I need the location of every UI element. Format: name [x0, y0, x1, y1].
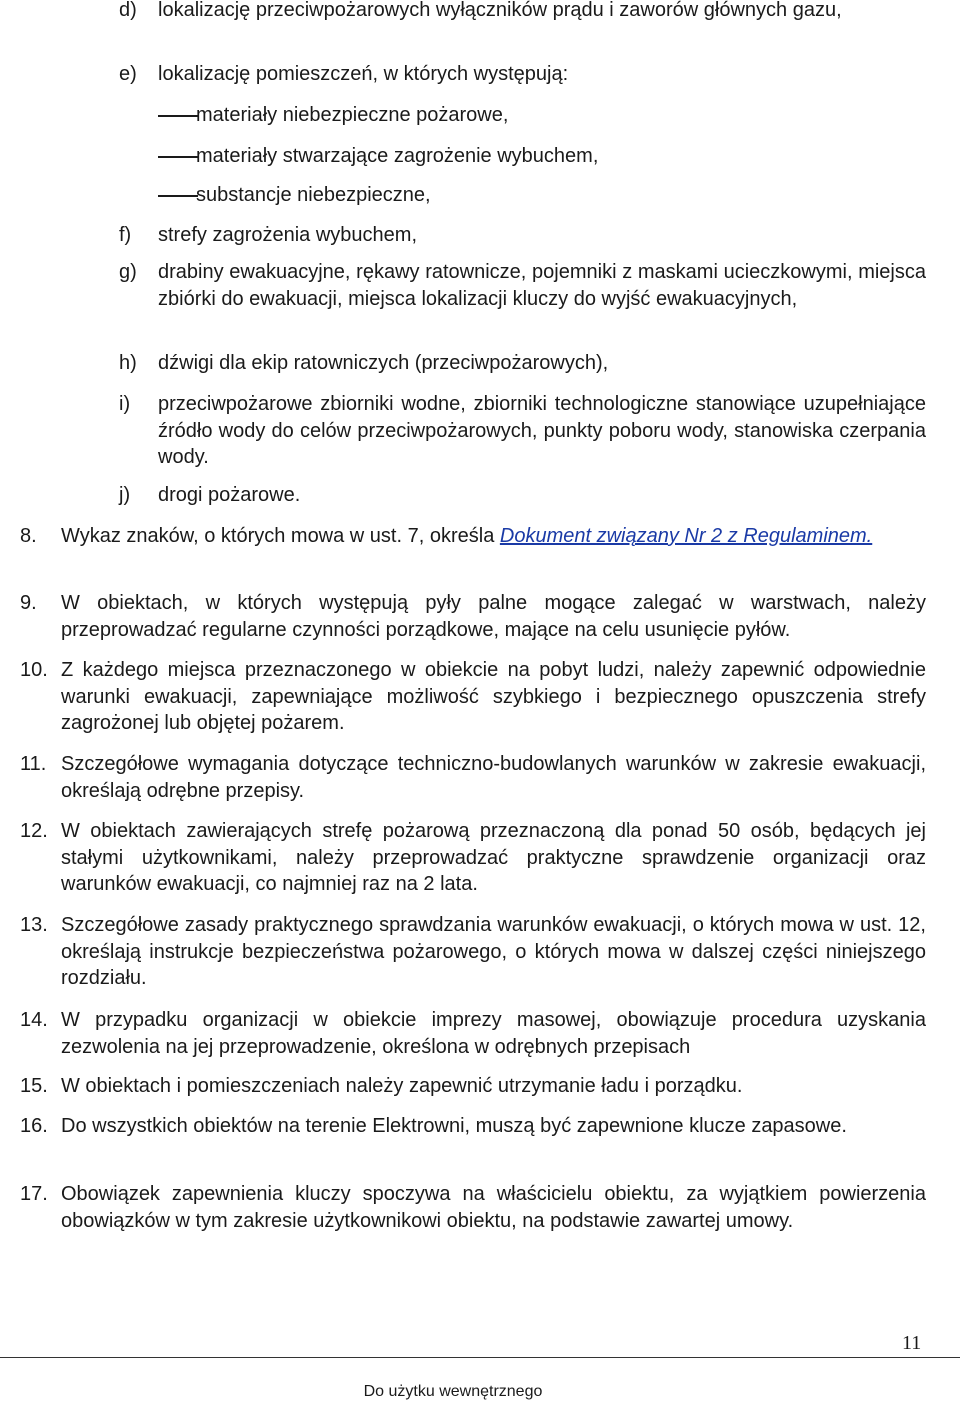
dash-bullet: [158, 195, 198, 197]
footer-divider: [0, 1357, 960, 1358]
list-item-h: dźwigi dla ekip ratowniczych (przeciwpożarowych),: [158, 352, 609, 374]
point-text: W obiektach, w których występują pyły palne mogące zalegać w warstwach, należy przeprowadzać regularne czynności porządkowe, mające na celu usunięcie pyłów.: [61, 592, 926, 641]
point-number: 12.: [20, 820, 48, 842]
dash-item: materiały niebezpieczne pożarowe,: [196, 104, 509, 126]
point-8-body: Wykaz znaków, o których mowa w ust. 7, określa: [61, 525, 500, 547]
point-number: 16.: [20, 1115, 48, 1137]
list-item-f: strefy zagrożenia wybuchem,: [158, 224, 418, 246]
point-8-text: [61, 523, 926, 550]
point-number: 8.: [20, 525, 37, 547]
point-text: Obowiązek zapewnienia kluczy spoczywa na właścicielu obiektu, za wyjątkiem powierzenia obowiązków w tym zakresie użytkownikowi obiektu, na podstawie zawartej umowy.: [61, 1183, 926, 1232]
dash-item: substancje niebezpieczne,: [196, 184, 431, 206]
list-label-h: h): [119, 352, 137, 374]
dash-bullet: [158, 115, 198, 117]
point-number: 13.: [20, 914, 48, 936]
point-text: W obiektach zawierających strefę pożarową przeznaczoną dla ponad 50 osób, będących jej stałymi użytkownikami, należy przeprowadzać praktyczne sprawdzenie organizacji oraz warunków ewakuacji, co najmniej raz na 2 lata.: [61, 820, 926, 895]
list-label-i: i): [119, 393, 131, 415]
point-text: Do wszystkich obiektów na terenie Elektrowni, muszą być zapewnione klucze zapasowe.: [61, 1115, 847, 1137]
point-number: 17.: [20, 1183, 48, 1205]
list-item-j: drogi pożarowe.: [158, 484, 301, 506]
point-number: 11.: [20, 753, 47, 775]
point-text: Szczegółowe zasady praktycznego sprawdzania warunków ewakuacji, o których mowa w ust. 12, określają instrukcje bezpieczeństwa pożarowego, o których mowa w dalszej części niniejszego rozdziału.: [61, 914, 926, 989]
document-link[interactable]: Dokument związany Nr 2 z Regulaminem.: [499, 525, 873, 547]
point-text: Z każdego miejsca przeznaczonego w obiekcie na pobyt ludzi, należy zapewnić odpowiednie warunki ewakuacji, zapewniające możliwość szybkiego i bezpiecznego opuszczenia strefy zagrożonej lub objętej pożarem.: [61, 659, 926, 734]
list-item-d: lokalizację przeciwpożarowych wyłączników prądu i zaworów głównych gazu,: [158, 0, 842, 21]
list-label-d: d): [119, 0, 137, 21]
list-label-g: g): [119, 261, 137, 283]
point-number: 10.: [20, 659, 48, 681]
point-number: 15.: [20, 1075, 48, 1097]
list-label-e: e): [119, 63, 137, 85]
point-number: 14.: [20, 1009, 48, 1031]
dash-item: materiały stwarzające zagrożenie wybuchem,: [196, 145, 599, 167]
point-text: W obiektach i pomieszczeniach należy zapewnić utrzymanie ładu i porządku.: [61, 1075, 743, 1097]
list-item-i: przeciwpożarowe zbiorniki wodne, zbiorniki technologiczne stanowiące uzupełniające źródło wody do celów przeciwpożarowych, punkty poboru wody, stanowiska czerpania wody.: [158, 393, 926, 468]
dash-bullet: [158, 156, 198, 158]
list-label-j: j): [119, 484, 131, 506]
list-item-e: lokalizację pomieszczeń, w których występują:: [158, 63, 569, 85]
list-item-g: drabiny ewakuacyjne, rękawy ratownicze, pojemniki z maskami ucieczkowymi, miejsca zbiórki do ewakuacji, miejsca lokalizacji kluczy do wyjść ewakuacyjnych,: [158, 261, 926, 310]
point-number: 9.: [20, 592, 37, 614]
point-text: Szczegółowe wymagania dotyczące techniczno-budowlanych warunków w zakresie ewakuacji, określają odrębne przepisy.: [61, 753, 926, 802]
page-number: 11: [902, 1332, 922, 1354]
footer-text: Do użytku wewnętrznego: [363, 1383, 543, 1400]
point-text: W przypadku organizacji w obiekcie imprezy masowej, obowiązuje procedura uzyskania zezwolenia na jej przeprowadzenie, określona w odrębnych przepisach: [61, 1009, 926, 1058]
list-label-f: f): [119, 224, 132, 246]
